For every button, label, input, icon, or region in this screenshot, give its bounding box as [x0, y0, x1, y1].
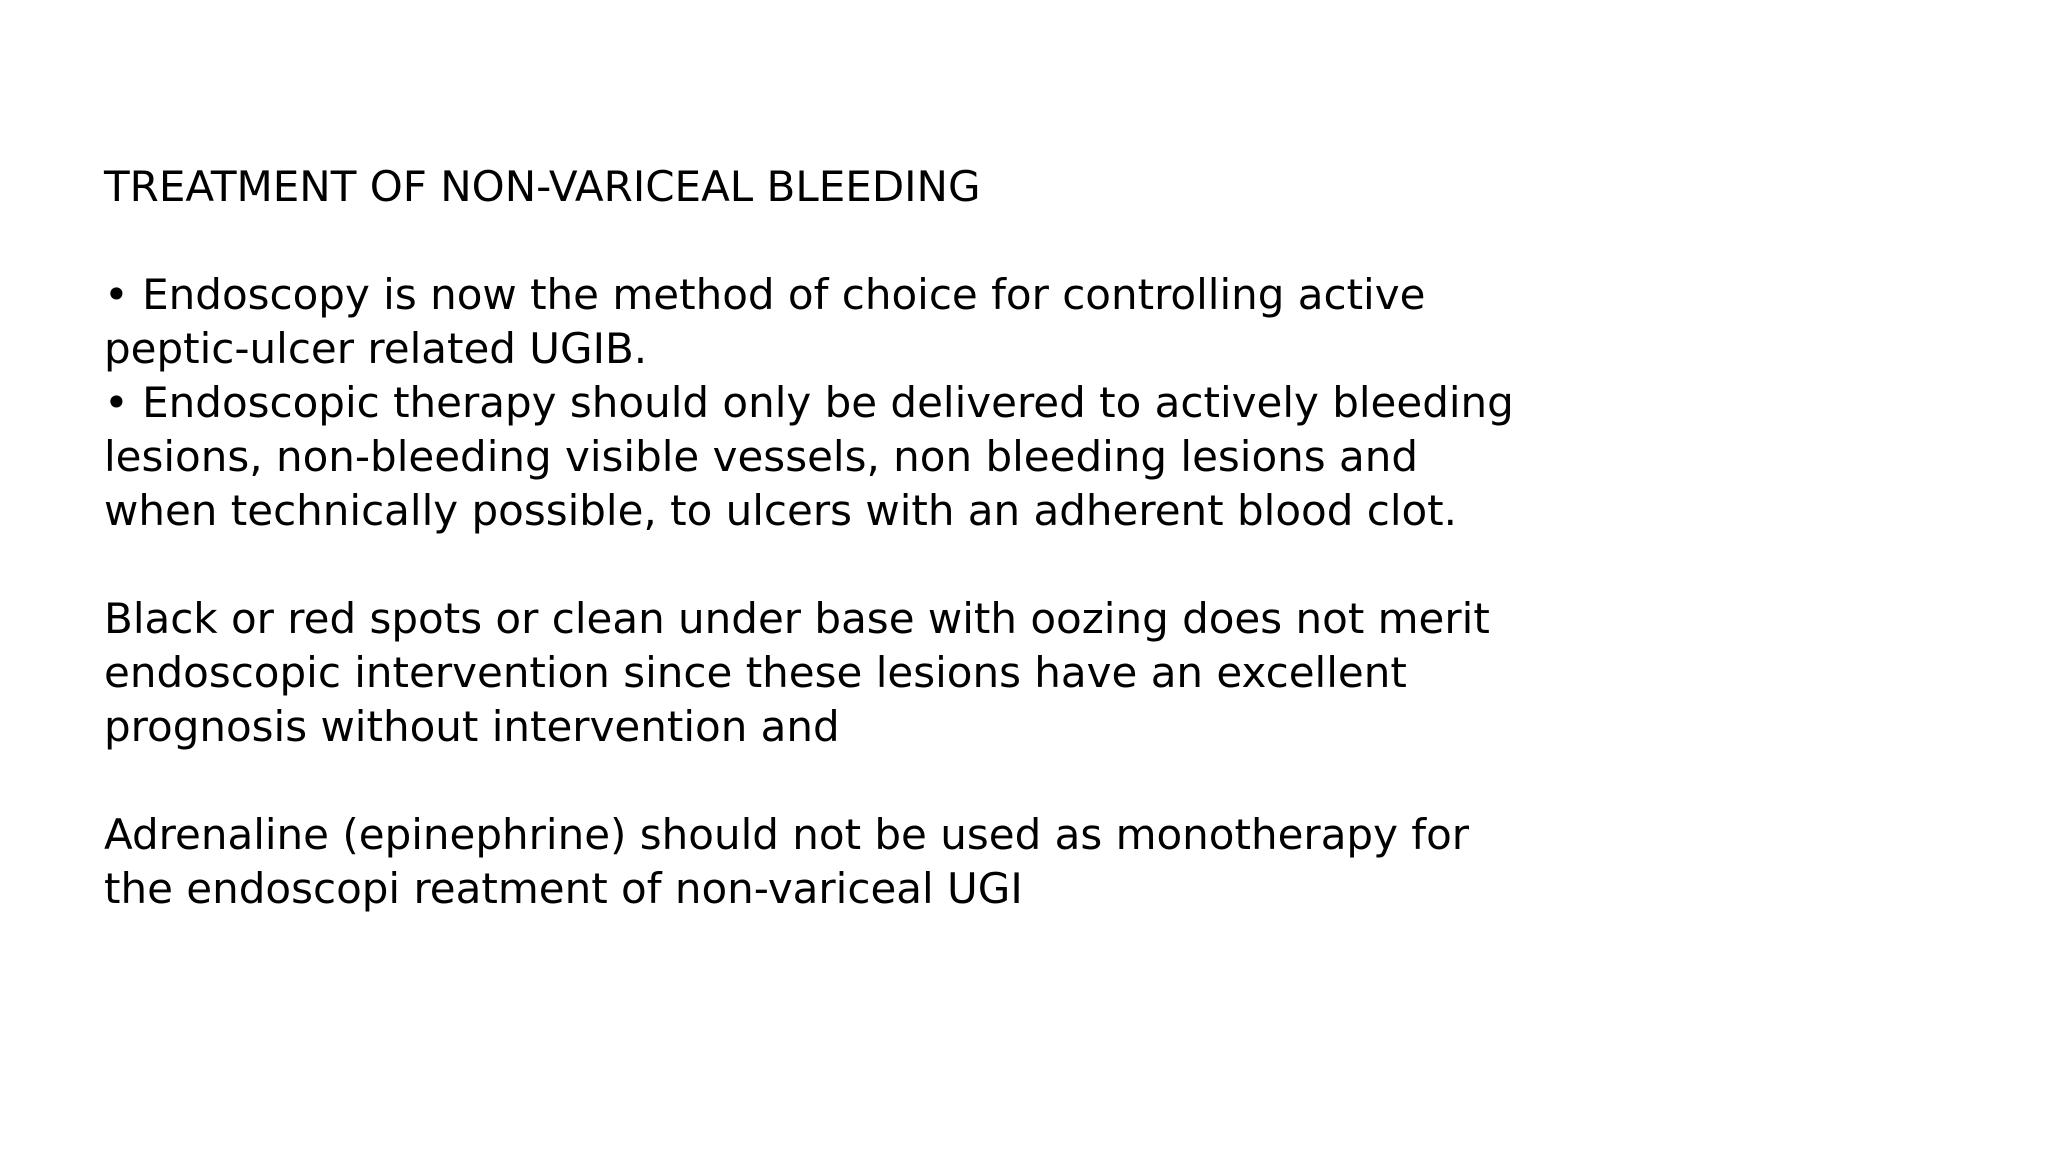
text-line: Black or red spots or clean under base with oozing does not merit	[104, 594, 1490, 643]
bullet-item-endoscopy-method	[104, 268, 1544, 376]
text-line: peptic-ulcer related UGIB.	[104, 324, 648, 373]
slide-body	[104, 160, 1544, 916]
text-line: when technically possible, to ulcers with an adherent blood clot.	[104, 486, 1458, 535]
text-line: Adrenaline (epinephrine) should not be used as monotherapy for	[104, 810, 1470, 859]
text-line: • Endoscopy is now the method of choice for controlling active	[104, 270, 1426, 319]
text-line: prognosis without intervention and	[104, 702, 840, 751]
bullet-item-endoscopic-therapy	[104, 376, 1544, 538]
text-line: • Endoscopic therapy should only be delivered to actively bleeding	[104, 378, 1514, 427]
text-line: lesions, non-bleeding visible vessels, non bleeding lesions and	[104, 432, 1419, 481]
spacer	[104, 214, 1544, 268]
paragraph-adrenaline	[104, 808, 1544, 916]
spacer	[104, 538, 1544, 592]
slide-title: TREATMENT OF NON-VARICEAL BLEEDING	[104, 162, 981, 211]
paragraph-spots	[104, 592, 1544, 754]
spacer	[104, 754, 1544, 808]
text-line: the endoscopi reatment of non-variceal UGI	[104, 864, 1023, 913]
text-line: endoscopic intervention since these lesions have an excellent	[104, 648, 1407, 697]
